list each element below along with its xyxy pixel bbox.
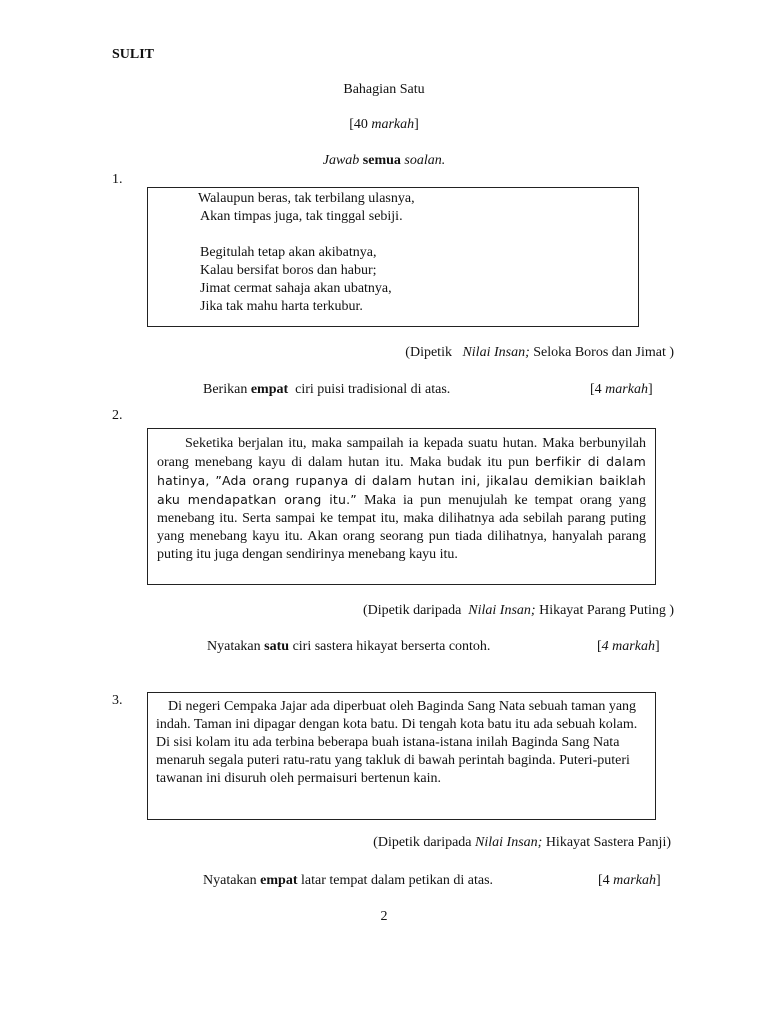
question-3-number: 3. [112,693,123,708]
page-number: 2 [380,909,388,924]
question-2-prompt: Nyatakan satu ciri sastera hikayat berserta contoh. [207,639,491,654]
poem-line: Jimat cermat sahaja akan ubatnya, [200,281,392,296]
question-3-prompt: Nyatakan empat latar tempat dalam petikan di atas. [203,873,494,888]
poem-line: Akan timpas juga, tak tinggal sebiji. [200,209,403,224]
section-marks: [40 markah] [349,117,419,132]
poem-line: Walaupun beras, tak terbilang ulasnya, [198,191,415,206]
question-1-marks: [4 markah] [590,382,653,397]
question-3-marks: [4 markah] [598,873,661,888]
question-2-marks: [4 markah] [597,639,660,654]
question-3-passage: Di negeri Cempaka Jajar ada diperbuat oleh Baginda Sang Nata sebuah taman yang indah. Taman ini dipagar dengan kota batu. Di tengah kota batu itu ada sebuah kolam. Di sisi kolam itu ada terbina beberapa buah istana-istana inilah Baginda Sang Nata menaruh segala puteri ratu-ratu yang takluk di bawah perintah baginda. Puteri-puteri tawanan ini disuruh oleh permaisuri bertenun kain. [156,699,638,786]
poem-line: Jika tak mahu harta terkubur. [200,299,363,314]
question-1-prompt: Berikan empat ciri puisi tradisional di atas. [203,382,451,397]
passage-quote: berfikir di dalam hatinya, ”Ada orang rupanya di dalam hutan ini, jikalau demikian baiklah aku mendapatkan orang itu.” [157,454,646,507]
question-1-number: 1. [112,172,123,187]
classification-label: SULIT [112,47,155,62]
section-instruction: Jawab semua soalan. [322,153,446,168]
passage-text: Maka ia pun menujulah ke tempat orang yang menebang itu. Serta sampai ke tempat itu, maka dilihatnya ada sebilah parang puting yang menebang kayu itu. Akan orang seorang pun tiada dilihatnya, hanyalah parang puting itu juga dengan sendirinya menebang kayu itu. [157,493,646,562]
question-3-source: (Dipetik daripada Nilai Insan; Hikayat Sastera Panji) [373,835,671,850]
passage-text: Seketika berjalan itu, maka sampailah ia kepada suatu hutan. Maka berbunyilah orang menebang kayu di dalam hutan itu. Maka budak itu pun [157,436,646,470]
poem-line: Kalau bersifat boros dan habur; [200,263,377,278]
question-1-passage-box [147,187,639,327]
poem-line: Begitulah tetap akan akibatnya, [200,245,377,260]
question-2-number: 2. [112,408,123,423]
section-title: Bahagian Satu [343,82,425,97]
question-1-source: (Dipetik Nilai Insan; Seloka Boros dan Jimat ) [405,345,674,360]
question-2-passage-box [147,428,656,585]
question-2-source: (Dipetik daripada Nilai Insan; Hikayat Parang Puting ) [362,603,674,618]
